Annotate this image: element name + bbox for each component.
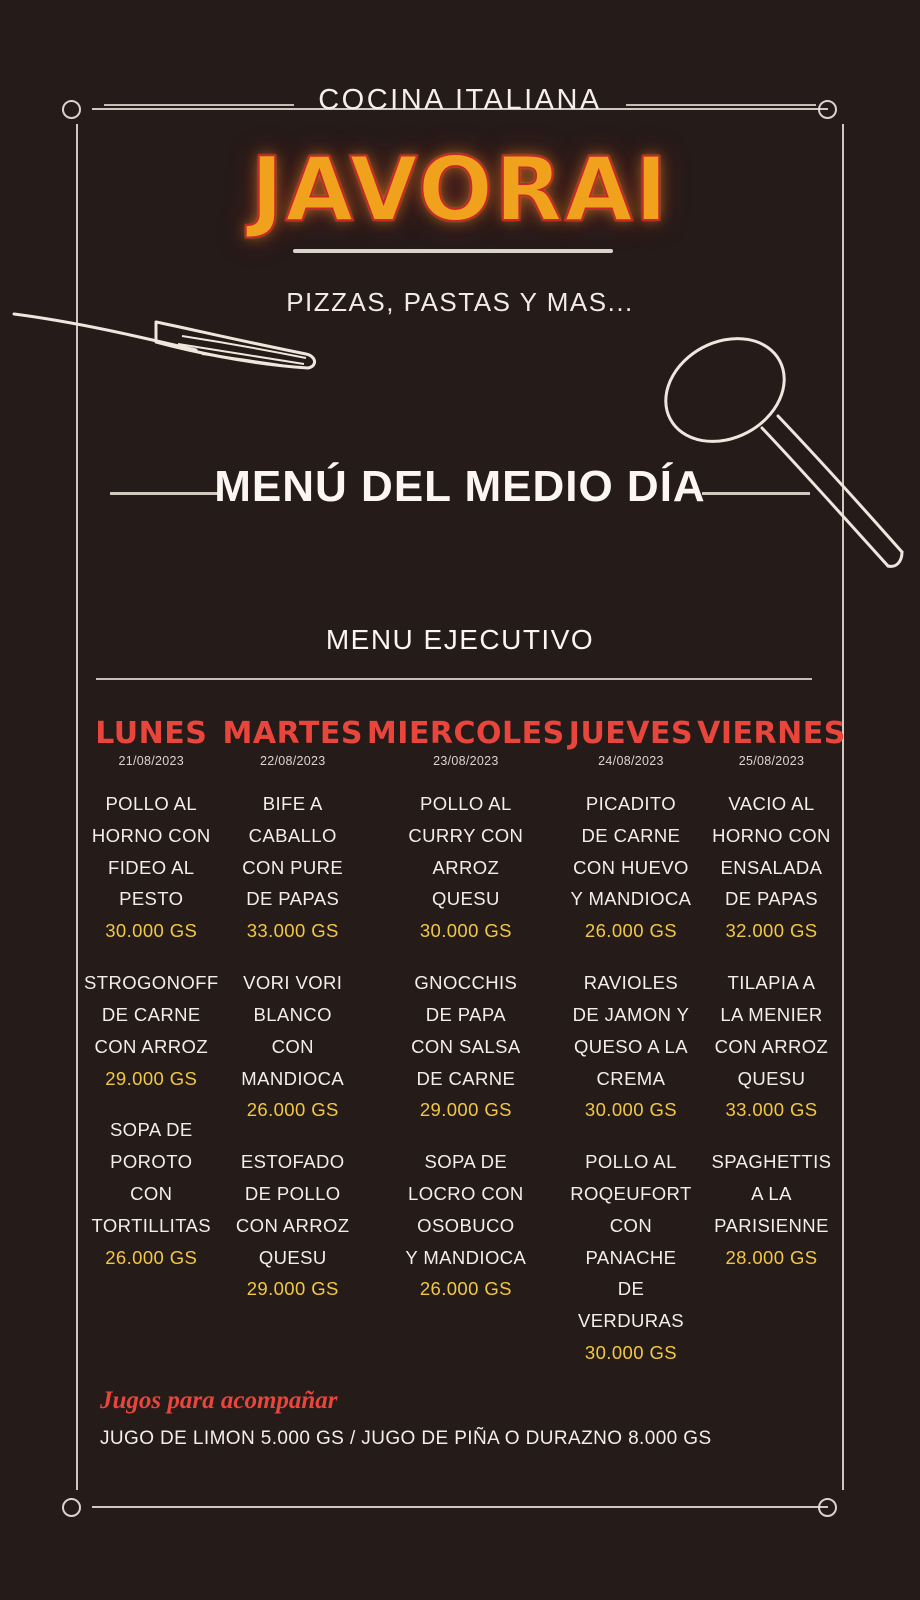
menu-item-name: VACIO AL HORNO CON ENSALADA DE PAPAS <box>712 793 831 910</box>
menu-item-name: SOPA DE POROTO CON TORTILLITAS <box>91 1119 212 1236</box>
restaurant-tagline: PIZZAS, PASTAS Y MAS... <box>286 287 634 317</box>
subsection-title: MENU EJECUTIVO <box>325 624 595 655</box>
menu-item-price: 30.000 GS <box>584 1099 677 1121</box>
menu-item <box>697 1146 846 1273</box>
menu-item <box>569 1146 693 1369</box>
menu-item <box>367 967 565 1126</box>
menu-item <box>569 967 693 1126</box>
menu-item-name: BIFE A CABALLO CON PURE DE PAPAS <box>242 793 344 910</box>
menu-item-name: ESTOFADO DE POLLO CON ARROZ QUESU <box>235 1151 350 1268</box>
menu-item <box>569 788 693 947</box>
day-name: JUEVES <box>568 716 694 751</box>
day-date: 24/08/2023 <box>598 754 664 768</box>
menu-item-name: SOPA DE LOCRO CON OSOBUCO Y MANDIOCA <box>405 1151 527 1268</box>
menu-item-name: POLLO AL HORNO CON FIDEO AL PESTO <box>91 793 211 910</box>
menu-item-name: RAVIOLES DE JAMON Y QUESO A LA CREMA <box>572 972 690 1089</box>
fork-icon <box>6 292 336 402</box>
menu-item-price: 30.000 GS <box>419 920 512 942</box>
menu-item-price: 26.000 GS <box>246 1099 339 1121</box>
restaurant-brand-name: JAVORAI <box>250 138 670 241</box>
day-date: 25/08/2023 <box>738 754 805 768</box>
menu-item-name: SPAGHETTIS A LA PARISIENNE <box>711 1151 832 1236</box>
day-column <box>367 716 565 1369</box>
menu-item <box>223 788 363 947</box>
menu-item-price: 26.000 GS <box>419 1278 512 1300</box>
day-column <box>223 716 363 1369</box>
menu-item-price: 26.000 GS <box>584 920 677 942</box>
menu-item <box>697 967 846 1126</box>
menu-item-price: 29.000 GS <box>105 1067 198 1089</box>
menu-item-price: 33.000 GS <box>725 1099 818 1121</box>
menu-item-name: STROGONOFF DE CARNE CON ARROZ <box>84 972 219 1057</box>
weekly-menu-grid <box>84 716 846 1369</box>
menu-item-price: 29.000 GS <box>246 1278 339 1300</box>
cuisine-eyebrow: COCINA ITALIANA <box>318 84 602 116</box>
day-column <box>569 716 693 1369</box>
menu-item-price: 33.000 GS <box>246 920 339 942</box>
menu-item <box>84 967 219 1094</box>
day-date: 22/08/2023 <box>259 754 326 768</box>
menu-item-price: 30.000 GS <box>584 1342 677 1363</box>
menu-item-price: 26.000 GS <box>105 1246 198 1268</box>
section-title: MENÚ DEL MEDIO DÍA <box>214 462 706 511</box>
juices-title: Jugos para acompañar <box>100 1387 338 1414</box>
corner-dot-bottom-right <box>818 1498 837 1517</box>
menu-item-price: 32.000 GS <box>725 920 818 942</box>
menu-item-price: 28.000 GS <box>725 1246 818 1268</box>
day-column <box>84 716 219 1369</box>
menu-item-name: PICADITO DE CARNE CON HUEVO Y MANDIOCA <box>570 793 692 910</box>
day-column <box>697 716 846 1369</box>
menu-item-name: POLLO AL CURRY CON ARROZ QUESU <box>408 793 524 910</box>
juices-text: JUGO DE LIMON 5.000 GS / JUGO DE PIÑA O DURAZNO 8.000 GS <box>100 1428 712 1449</box>
day-name: VIERNES <box>697 716 846 751</box>
menu-item-name: TILAPIA A LA MENIER CON ARROZ QUESU <box>714 972 829 1089</box>
day-name: LUNES <box>95 716 208 751</box>
frame-bottom-line <box>92 1506 828 1508</box>
menu-item-name: VORI VORI BLANCO CON MANDIOCA <box>241 972 345 1089</box>
menu-item <box>84 788 219 947</box>
spoon-icon <box>640 318 910 588</box>
day-date: 21/08/2023 <box>118 754 185 768</box>
menu-item <box>367 788 565 947</box>
menu-item <box>223 967 363 1126</box>
menu-item-price: 30.000 GS <box>105 920 198 942</box>
brand-underline <box>293 249 613 253</box>
day-name: MIERCOLES <box>366 716 565 751</box>
corner-dot-bottom-left <box>62 1498 81 1517</box>
menu-item <box>697 788 846 947</box>
menu-item <box>367 1146 565 1305</box>
menu-item-name: GNOCCHIS DE PAPA CON SALSA DE CARNE <box>411 972 521 1089</box>
menu-item-price: 29.000 GS <box>419 1099 512 1121</box>
header-divider <box>96 678 812 680</box>
menu-item-name: POLLO AL ROQEUFORT CON PANACHE DE VERDURAS <box>570 1151 692 1332</box>
menu-item <box>223 1146 363 1305</box>
menu-item <box>84 1114 219 1273</box>
day-name: MARTES <box>222 716 363 751</box>
day-date: 23/08/2023 <box>433 754 499 768</box>
